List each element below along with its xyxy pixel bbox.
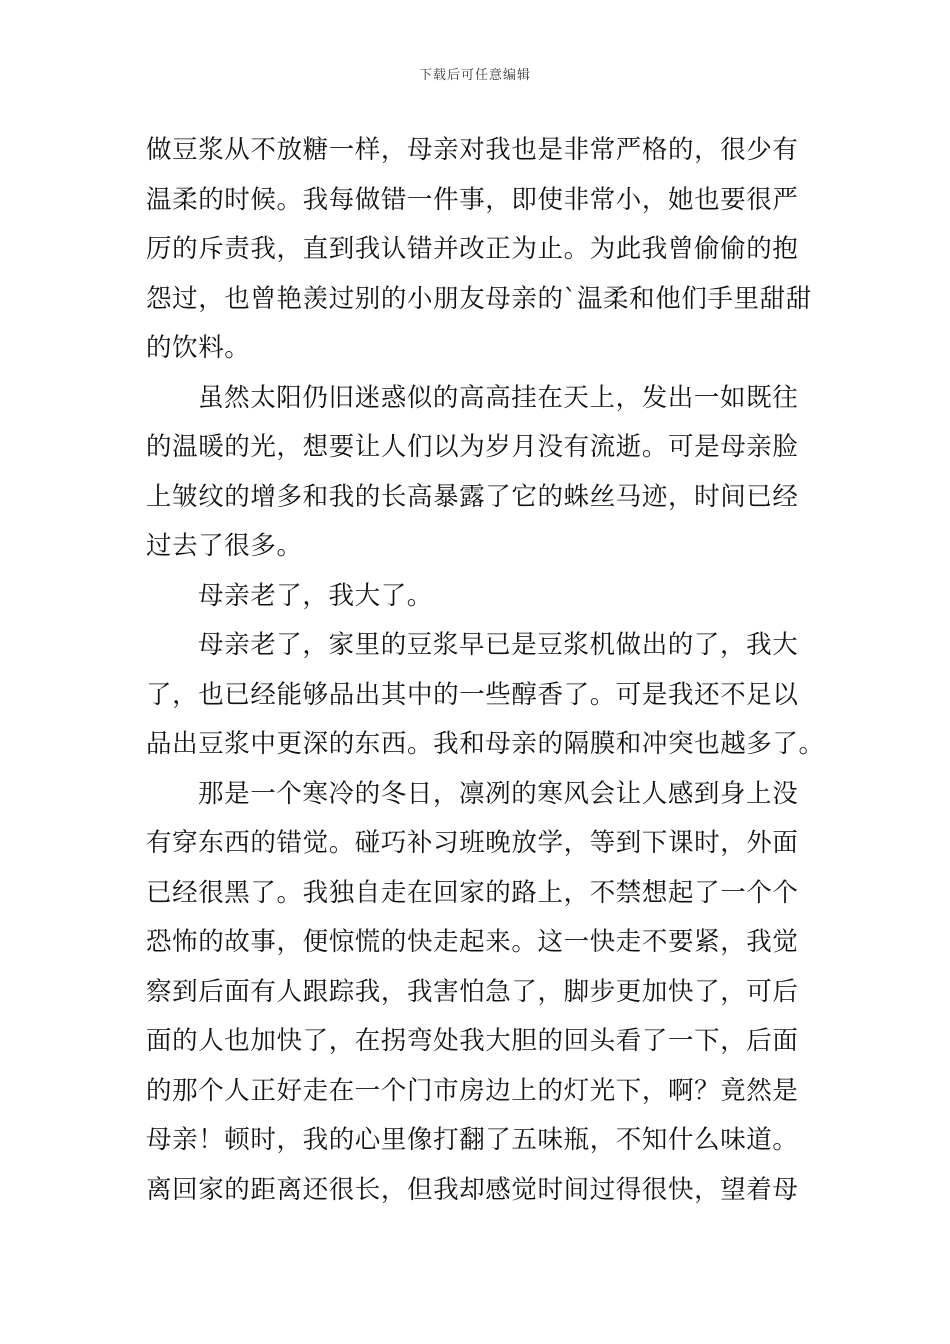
text-line: 过去了很多。: [146, 531, 303, 561]
text-line: 母亲！顿时，我的心里像打翻了五味瓶，不知什么味道。: [146, 1125, 799, 1155]
paragraph-start-line: 虽然太阳仍旧迷惑似的高高挂在天上，发出一如既往: [198, 382, 799, 413]
page-header: 下载后可任意编辑: [418, 68, 531, 83]
text-line: 温柔的时候。我每做错一件事，即使非常小，她也要很严: [146, 184, 799, 215]
text-line: 的那个人正好走在一个门市房边上的灯光下，啊？竟然是: [146, 1075, 799, 1106]
text-line: 面的人也加快了，在拐弯处我大胆的回头看了一下，后面: [146, 1026, 799, 1056]
text-line: 怨过，也曾艳羡过别的小朋友母亲的`温柔和他们手里甜甜: [146, 283, 812, 314]
paragraph-start-line: 母亲老了，家里的豆浆早已是豆浆机做出的了，我大: [198, 630, 799, 660]
text-line: 了，也已经能够品出其中的一些醇香了。可是我还不足以: [146, 679, 799, 710]
text-line: 的饮料。: [146, 333, 251, 363]
text-line: 做豆浆从不放糖一样，母亲对我也是非常严格的，很少有: [146, 135, 799, 165]
text-line: 上皱纹的增多和我的长高暴露了它的蛛丝马迹，时间已经: [146, 481, 799, 512]
paragraph-start-line: 那是一个寒冷的冬日，凛冽的寒风会让人感到身上没: [198, 778, 799, 809]
text-line: 已经很黑了。我独自走在回家的路上，不禁想起了一个个: [146, 877, 799, 908]
text-line: 有穿东西的错觉。碰巧补习班晚放学，等到下课时，外面: [146, 828, 799, 858]
document-body: [146, 126, 825, 1215]
text-line: 厉的斥责我，直到我认错并改正为止。为此我曾偷偷的抱: [146, 234, 799, 264]
text-line: 品出豆浆中更深的东西。我和母亲的隔膜和冲突也越多了。: [146, 729, 825, 759]
text-line: 察到后面有人跟踪我，我害怕急了，脚步更加快了，可后: [146, 976, 799, 1007]
text-line: 恐怖的故事，便惊慌的快走起来。这一快走不要紧，我觉: [146, 927, 799, 957]
paragraph-start-line: 母亲老了，我大了。: [198, 580, 433, 611]
text-line: 离回家的距离还很长，但我却感觉时间过得很快，望着母: [146, 1174, 799, 1205]
text-line: 的温暖的光，想要让人们以为岁月没有流逝。可是母亲脸: [146, 432, 799, 462]
